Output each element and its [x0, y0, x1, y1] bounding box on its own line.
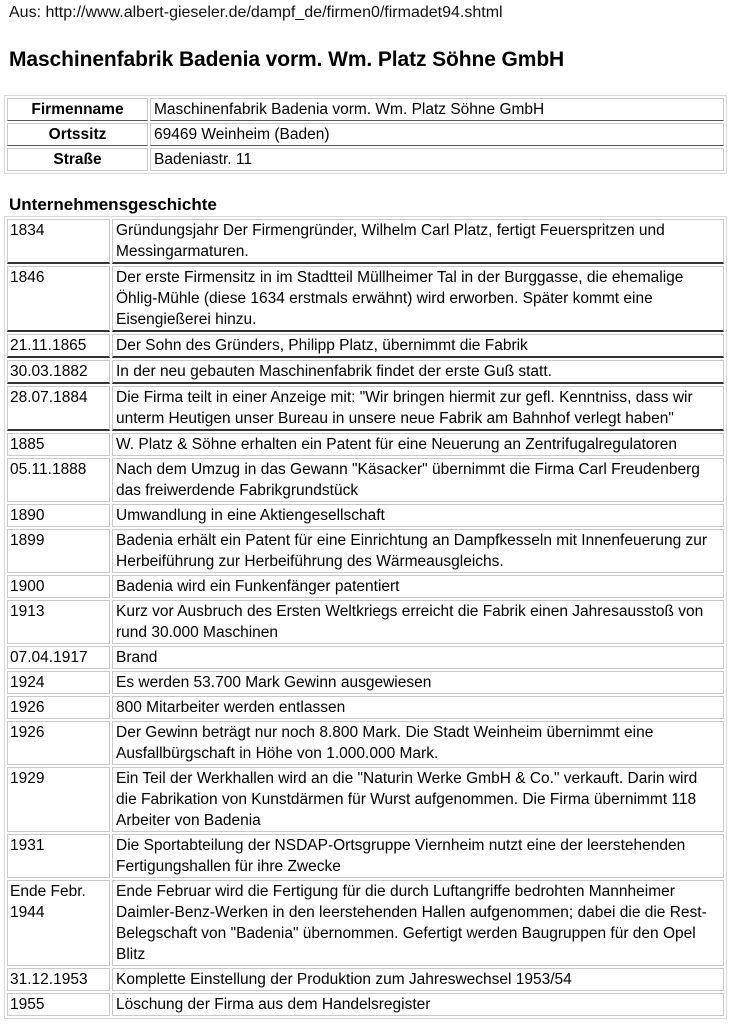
history-row [7, 993, 724, 1016]
history-row [7, 458, 724, 502]
history-text: Badenia wird ein Funkenfänger patentiert [112, 575, 724, 598]
info-value: Maschinenfabrik Badenia vorm. Wm. Platz Söhne GmbH [150, 98, 724, 121]
history-date: 21.11.1865 [7, 334, 110, 358]
history-text: Brand [112, 646, 724, 669]
history-date: 28.07.1884 [7, 386, 110, 431]
history-row [7, 360, 724, 384]
history-row [7, 696, 724, 719]
history-text: Ende Februar wird die Fertigung für die durch Luftangriffe bedrohten Mannheimer Daimler-Benz-Werken in den leerstehenden Hallen aufgenommen; dabei die die Rest-Belegschaft von "Badenia" übernommen. Gefertigt werden Baugruppen für den Opel Blitz [112, 880, 724, 966]
history-text: Ein Teil der Werkhallen wird an die "Naturin Werke GmbH & Co." verkauft. Darin wird die Fabrikation von Kunstdärmen für Wurst aufgenommen. Die Firma übernimmt 118 Arbeiter von Badenia [112, 767, 724, 832]
history-text: Nach dem Umzug in das Gewann "Käsacker" übernimmt die Firma Carl Freudenberg das freiwerdende Fabrikgrundstück [112, 458, 724, 502]
history-row [7, 266, 724, 332]
history-row [7, 575, 724, 598]
history-row [7, 529, 724, 573]
history-text: Kurz vor Ausbruch des Ersten Weltkriegs erreicht die Fabrik einen Jahresausstoß von rund 30.000 Maschinen [112, 600, 724, 644]
history-row [7, 671, 724, 694]
company-info-table [4, 95, 727, 174]
history-date: 1931 [7, 834, 110, 878]
history-text: Der erste Firmensitz in im Stadtteil Müllheimer Tal in der Burggasse, die ehemalige Öhlig-Mühle (diese 1634 erstmals erwähnt) wird erworben. Später kommt eine Eisengießerei hinzu. [112, 266, 724, 332]
history-row [7, 334, 724, 358]
history-text: Die Firma teilt in einer Anzeige mit: "Wir bringen hiermit zur gefl. Kenntniss, dass wir unterm Heutigen unser Bureau in unsere neue Fabrik am Bahnhof verlegt haben" [112, 386, 724, 431]
history-text: Löschung der Firma aus dem Handelsregister [112, 993, 724, 1016]
history-date: 1899 [7, 529, 110, 573]
info-row-strasse [7, 148, 724, 171]
history-text: Badenia erhält ein Patent für eine Einrichtung an Dampfkesseln mit Innenfeuerung zur Herbeiführung zur Herbeiführung des Wärmeausgleichs. [112, 529, 724, 573]
info-label: Firmenname [7, 98, 148, 121]
info-label: Straße [7, 148, 148, 171]
history-text: Komplette Einstellung der Produktion zum Jahreswechsel 1953/54 [112, 968, 724, 991]
history-date: 1834 [7, 219, 110, 264]
history-date: 1926 [7, 721, 110, 765]
history-date: 1890 [7, 504, 110, 527]
history-date: 31.12.1953 [7, 968, 110, 991]
history-date: 1924 [7, 671, 110, 694]
info-row-ortssitz [7, 123, 724, 146]
history-row [7, 721, 724, 765]
history-date: Ende Febr. 1944 [7, 880, 110, 966]
history-heading: Unternehmensgeschichte [9, 195, 217, 214]
history-date: 1926 [7, 696, 110, 719]
history-text: Es werden 53.700 Mark Gewinn ausgewiesen [112, 671, 724, 694]
history-text: 800 Mitarbeiter werden entlassen [112, 696, 724, 719]
history-row [7, 834, 724, 878]
info-label: Ortssitz [7, 123, 148, 146]
history-date: 1913 [7, 600, 110, 644]
history-text: Der Gewinn beträgt nur noch 8.800 Mark. Die Stadt Weinheim übernimmt eine Ausfallbürgschaft in Höhe von 1.000.000 Mark. [112, 721, 724, 765]
history-text: In der neu gebauten Maschinenfabrik findet der erste Guß statt. [112, 360, 724, 384]
history-row [7, 767, 724, 832]
source-line: Aus: http://www.albert-gieseler.de/dampf_de/firmen0/firmadet94.shtml [9, 4, 503, 21]
history-text: Umwandlung in eine Aktiengesellschaft [112, 504, 724, 527]
history-row [7, 880, 724, 966]
history-row [7, 968, 724, 991]
history-date: 1885 [7, 433, 110, 456]
history-text: Der Sohn des Gründers, Philipp Platz, übernimmt die Fabrik [112, 334, 724, 358]
history-date: 05.11.1888 [7, 458, 110, 502]
history-table [4, 216, 727, 1019]
history-date: 1955 [7, 993, 110, 1016]
history-row [7, 433, 724, 456]
history-date: 30.03.1882 [7, 360, 110, 384]
history-row [7, 386, 724, 431]
history-date: 1929 [7, 767, 110, 832]
history-date: 07.04.1917 [7, 646, 110, 669]
history-row [7, 646, 724, 669]
info-value: Badeniastr. 11 [150, 148, 724, 171]
history-text: Die Sportabteilung der NSDAP-Ortsgruppe Viernheim nutzt eine der leerstehenden Fertigungshallen für ihre Zwecke [112, 834, 724, 878]
history-text: W. Platz & Söhne erhalten ein Patent für eine Neuerung an Zentrifugalregulatoren [112, 433, 724, 456]
history-row [7, 600, 724, 644]
page-title: Maschinenfabrik Badenia vorm. Wm. Platz Söhne GmbH [9, 48, 565, 71]
info-value: 69469 Weinheim (Baden) [150, 123, 724, 146]
history-row [7, 219, 724, 264]
history-text: Gründungsjahr Der Firmengründer, Wilhelm Carl Platz, fertigt Feuerspritzen und Messingarmaturen. [112, 219, 724, 264]
history-row [7, 504, 724, 527]
history-date: 1846 [7, 266, 110, 332]
history-date: 1900 [7, 575, 110, 598]
info-row-firmenname [7, 98, 724, 121]
